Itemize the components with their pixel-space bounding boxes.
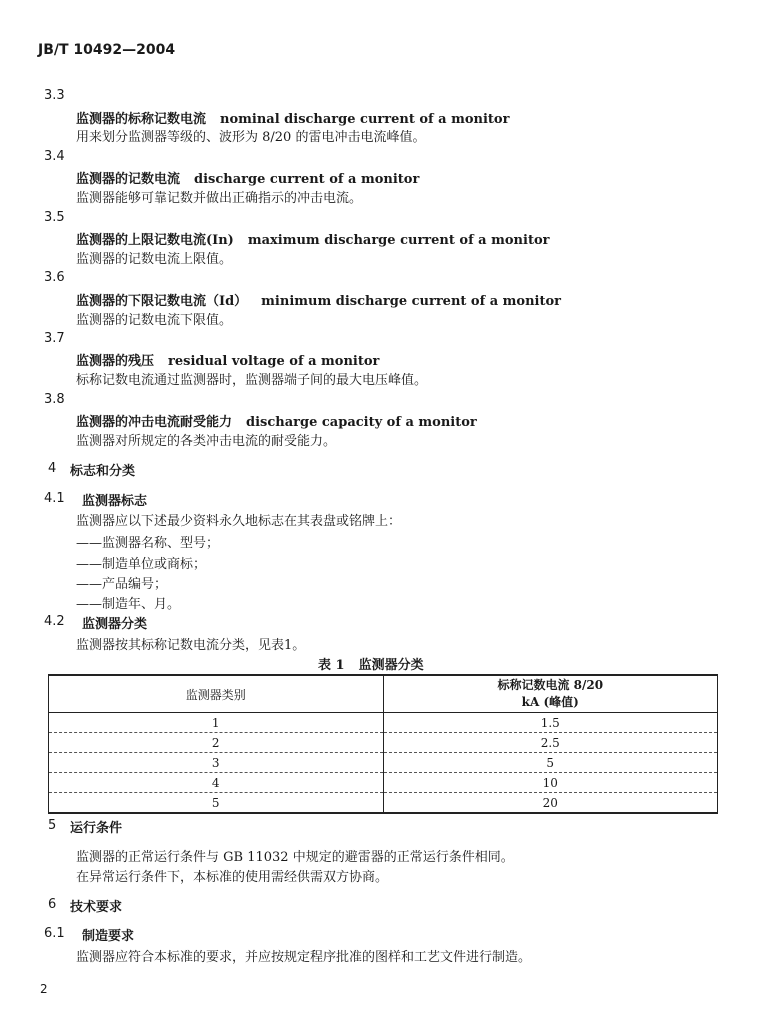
cell-class: 1 [49,713,384,733]
paragraph: 监测器应以下述最少资料永久地标志在其表盘或铭牌上： [76,514,402,529]
term-definition: 监测器的记数电流下限值。 [76,313,233,328]
term-definition: 监测器能够可靠记数并做出正确指示的冲击电流。 [76,191,363,206]
cell-current: 10 [383,773,718,793]
section-number: 6 [48,897,57,912]
paragraph: 监测器按其标称记数电流分类，见表1。 [76,638,306,653]
term-title-en: residual voltage of a monitor [168,354,380,369]
term-title-zh: 监测器的冲击电流耐受能力 [76,415,233,430]
term-number: 3.6 [44,270,65,285]
subsection-number: 4.1 [44,491,65,506]
table-header-row [49,675,718,713]
col-header-current-line2: kA (峰值) [521,695,579,709]
term-number: 3.7 [44,331,65,346]
term-title [76,350,379,369]
term-title [76,290,561,309]
table-caption-title: 监测器分类 [358,658,424,673]
table-caption [318,654,424,673]
term-title-en: discharge current of a monitor [194,172,420,187]
table-row [49,733,718,753]
subsection-title: 监测器分类 [82,617,148,632]
paragraph: 在异常运行条件下，本标准的使用需经供需双方协商。 [76,870,389,885]
term-number: 3.5 [44,210,65,225]
cell-current: 2.5 [383,733,718,753]
term-title-zh: 监测器的残压 [76,354,155,369]
term-number: 3.4 [44,149,65,164]
col-header-current-line1: 标称记数电流 8/20 [497,678,604,692]
term-title-zh: 监测器的下限记数电流（Id） [76,294,248,309]
col-header-class: 监测器类别 [49,675,384,713]
classification-table [48,674,718,814]
term-title [76,411,477,430]
list-item: ——制造单位或商标； [76,557,207,572]
term-title-en: discharge capacity of a monitor [246,415,477,430]
term-definition: 监测器的记数电流上限值。 [76,252,233,267]
standard-number: JB/T 10492—2004 [38,42,176,58]
table-caption-number: 表 1 [318,658,345,673]
term-title-zh: 监测器的记数电流 [76,172,181,187]
term-title [76,168,419,187]
term-title-zh: 监测器的上限记数电流(In) [76,233,234,248]
term-title [76,108,509,127]
table-row [49,713,718,733]
section-number: 4 [48,461,57,476]
cell-class: 2 [49,733,384,753]
subsection-number: 6.1 [44,926,65,941]
term-title-en: minimum discharge current of a monitor [261,294,562,309]
term-title [76,229,549,248]
term-title-en: maximum discharge current of a monitor [247,233,550,248]
page-number: 2 [40,982,48,996]
paragraph: 监测器应符合本标准的要求，并应按规定程序批准的图样和工艺文件进行制造。 [76,950,532,965]
term-number: 3.8 [44,392,65,407]
cell-current: 20 [383,793,718,814]
col-header-current [383,675,718,713]
table-row [49,793,718,814]
term-definition: 标称记数电流通过监测器时，监测器端子间的最大电压峰值。 [76,373,428,388]
section-title: 技术要求 [70,900,123,915]
section-title: 标志和分类 [70,464,136,479]
cell-current: 5 [383,753,718,773]
table-row [49,753,718,773]
list-item: ——制造年、月。 [76,597,181,612]
cell-class: 5 [49,793,384,814]
term-title-en: nominal discharge current of a monitor [220,112,510,127]
cell-class: 3 [49,753,384,773]
subsection-title: 监测器标志 [82,494,148,509]
cell-current: 1.5 [383,713,718,733]
term-title-zh: 监测器的标称记数电流 [76,112,207,127]
section-title: 运行条件 [70,821,123,836]
term-definition: 监测器对所规定的各类冲击电流的耐受能力。 [76,434,337,449]
cell-class: 4 [49,773,384,793]
table-row [49,773,718,793]
subsection-title: 制造要求 [82,929,135,944]
term-number: 3.3 [44,88,65,103]
list-item: ——产品编号； [76,577,168,592]
list-item: ——监测器名称、型号； [76,536,220,551]
paragraph: 监测器的正常运行条件与 GB 11032 中规定的避雷器的正常运行条件相同。 [76,850,514,865]
term-definition: 用来划分监测器等级的、波形为 8/20 的雷电冲击电流峰值。 [76,130,426,145]
section-number: 5 [48,818,57,833]
subsection-number: 4.2 [44,614,65,629]
